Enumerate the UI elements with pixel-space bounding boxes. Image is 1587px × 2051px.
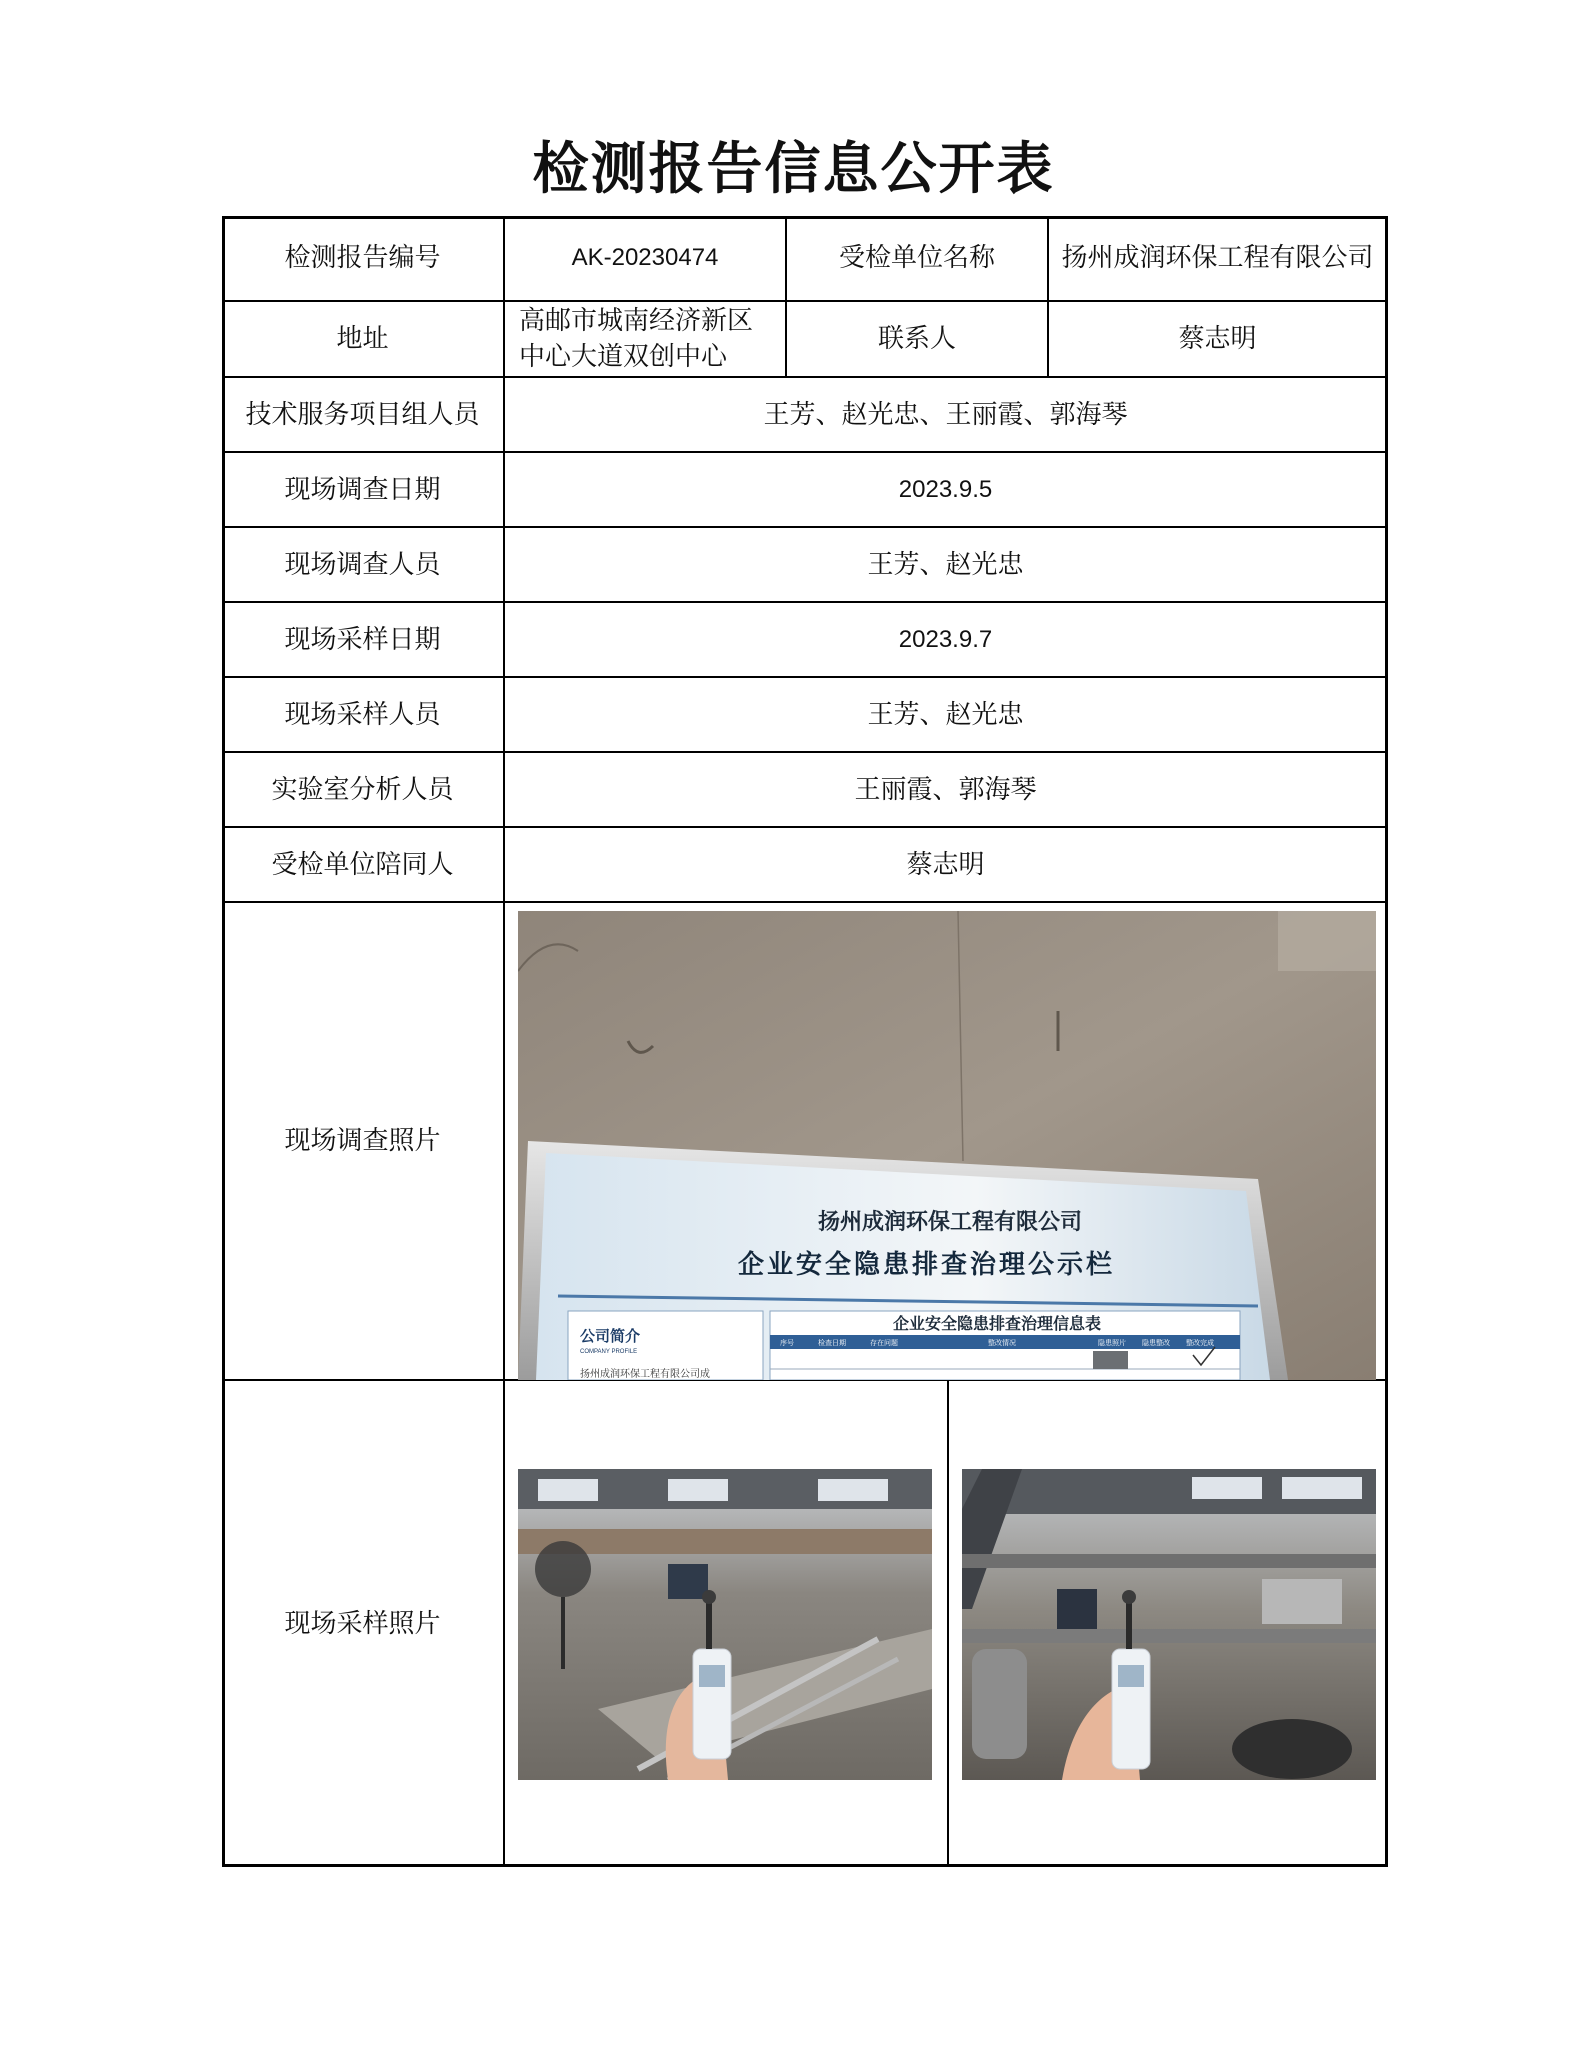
board-col-1: 检查日期 (818, 1339, 846, 1347)
escort-label: 受检单位陪同人 (222, 828, 505, 903)
page-title: 检测报告信息公开表 (532, 137, 1055, 202)
board-company-text: 扬州成润环保工程有限公司 (818, 1210, 1083, 1235)
board-profile-text: 公司简介 (580, 1327, 641, 1345)
report-table (222, 216, 1388, 1867)
lab-staff-label: 实验室分析人员 (222, 753, 505, 828)
survey-staff-label: 现场调查人员 (222, 528, 505, 603)
unit-name-label: 受检单位名称 (787, 216, 1049, 302)
board-col-3: 整改情况 (988, 1339, 1016, 1347)
address-label: 地址 (222, 302, 505, 378)
survey-staff-value: 王芳、赵光忠 (505, 528, 1388, 603)
board-col-5: 隐患整改 (1142, 1339, 1170, 1347)
report-no-value: AK-20230474 (505, 216, 787, 302)
team-value: 王芳、赵光忠、王丽霞、郭海琴 (505, 378, 1388, 453)
sampling-date-label: 现场采样日期 (222, 603, 505, 678)
sampling-photo-cell-1 (505, 1381, 949, 1867)
survey-date-value: 2023.9.5 (505, 453, 1388, 528)
lab-staff-value: 王丽霞、郭海琴 (505, 753, 1388, 828)
sampling-date-value: 2023.9.7 (505, 603, 1388, 678)
sampling-photo-label: 现场采样照片 (222, 1381, 505, 1867)
board-table-title-text: 企业安全隐患排查治理信息表 (893, 1314, 1102, 1333)
sampling-photo-1 (518, 1469, 932, 1780)
sampling-photo-cell-2 (949, 1381, 1388, 1867)
board-col-0: 序号 (780, 1339, 794, 1347)
sampling-photo-2 (962, 1469, 1376, 1780)
survey-photo (518, 911, 1376, 1380)
team-label: 技术服务项目组人员 (222, 378, 505, 453)
contact-label: 联系人 (787, 302, 1049, 378)
unit-name-value: 扬州成润环保工程有限公司 (1049, 216, 1388, 302)
survey-photo-label: 现场调查照片 (222, 903, 505, 1381)
report-no-label: 检测报告编号 (222, 216, 505, 302)
escort-value: 蔡志明 (505, 828, 1388, 903)
board-profile-en-text: COMPANY PROFILE (580, 1349, 638, 1355)
survey-date-label: 现场调查日期 (222, 453, 505, 528)
address-value: 高邮市城南经济新区中心大道双创中心 (505, 302, 787, 378)
sampling-staff-value: 王芳、赵光忠 (505, 678, 1388, 753)
contact-value: 蔡志明 (1049, 302, 1388, 378)
board-col-2: 存在问题 (870, 1339, 898, 1347)
board-col-6: 整改完成 (1186, 1339, 1214, 1347)
sampling-staff-label: 现场采样人员 (222, 678, 505, 753)
board-title-text: 企业安全隐患排查治理公示栏 (738, 1250, 1116, 1280)
survey-photo-cell (505, 903, 1388, 1381)
board-profile-body-text: 扬州成润环保工程有限公司成 (580, 1369, 710, 1380)
board-col-4: 隐患照片 (1098, 1339, 1126, 1347)
